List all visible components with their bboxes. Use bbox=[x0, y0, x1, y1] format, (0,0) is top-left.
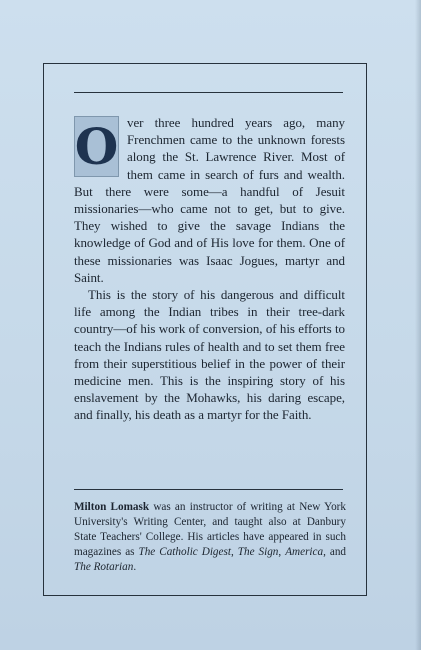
magazine-title: America bbox=[285, 546, 324, 558]
bio-end: . bbox=[133, 561, 137, 573]
drop-cap: O bbox=[74, 116, 119, 176]
bio-separator: , bbox=[230, 546, 238, 558]
spine-shadow bbox=[415, 0, 421, 650]
author-name: Milton Lomask bbox=[74, 501, 150, 513]
magazine-title: The Sign bbox=[237, 546, 279, 558]
cover-blurb bbox=[74, 114, 345, 424]
blurb-paragraph-2: This is the story of his dangerous and difficult life among the Indian tribes in their tree-dark country—of his work of conversion, of his efforts to teach the Indians rules of health and to set them free from their superstitious belief in the power of their medicine men. This is the inspiring story of his enslavement by the Mohawks, his daring escape, and finally, his death as a martyr for the Faith. bbox=[74, 287, 345, 423]
magazine-title: The Rotarian bbox=[74, 561, 134, 573]
divider-rule bbox=[74, 489, 343, 490]
blurb-paragraph-1 bbox=[74, 114, 345, 286]
bio-text: was an instructor of writing at New York University's Writing Center, and taught also at Danbury State Teachers' College. His articles have appeared in such magazines as bbox=[74, 501, 346, 558]
author-bio bbox=[74, 500, 346, 575]
bio-separator: , bbox=[278, 546, 286, 558]
magazine-title: The Catholic Digest bbox=[138, 546, 231, 558]
top-rule bbox=[74, 92, 343, 93]
bio-separator: , and bbox=[323, 546, 347, 558]
blurb-paragraph-1-text: ver three hundred years ago, many Frenchmen came to the unknown forests along the St. Lawrence River. Most of them came in search of furs and wealth. But there were some—a handful of Jesuit missionaries—who came not to get, but to give. They wished to give the savage Indians the knowledge of God and of His love for them. One of these missionaries was Isaac Jogues, martyr and Saint. bbox=[74, 115, 345, 285]
